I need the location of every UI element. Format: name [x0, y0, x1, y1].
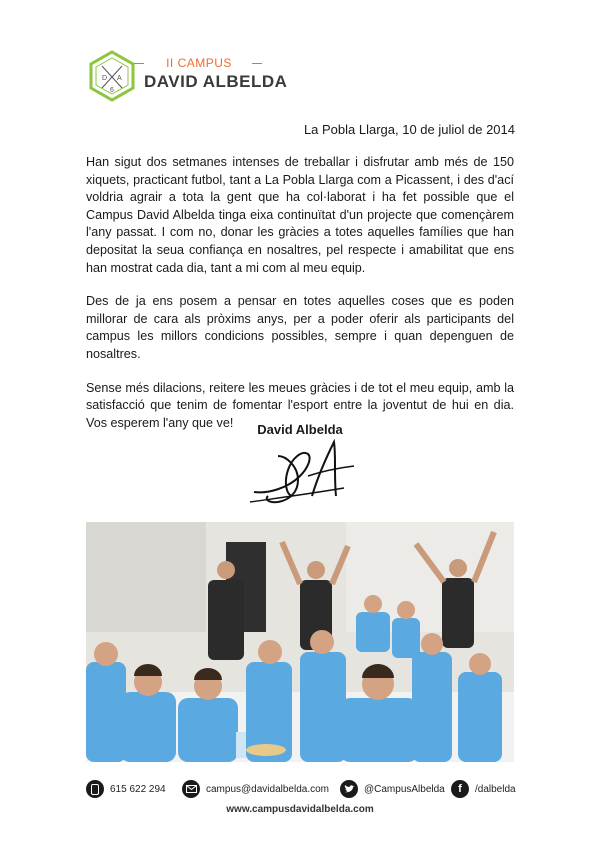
crest-number: 6	[110, 87, 114, 94]
twitter-handle[interactable]: @CampusAlbelda	[364, 783, 445, 795]
crest-icon	[88, 50, 136, 102]
contact-twitter	[340, 778, 445, 800]
contact-facebook	[451, 778, 516, 800]
paragraph-1: Han sigut dos setmanes intenses de treballar i disfrutar amb més de 150 xiquets, practicant futbol, tant a La Pobla Llarga com a Picassent, i des d'ací voldria agrair a tota la gent que ha col·laborat i ha fet possible que el Campus David Albelda tinga eixa continuïtat d'un projecte que començàrem l'any passat. I com no, donar les gràcies a totes aquelles famílies que han depositat la seua confiança en nosaltres, pel respecte i amabilitat que ens han mostrat cada dia, tant a mi com al meu equip.	[86, 155, 514, 275]
signer-name: David Albelda	[257, 422, 343, 437]
website-link[interactable]: www.campusdavidalbelda.com	[226, 804, 374, 815]
paragraph-3: Sense més dilacions, reitere les meues gràcies i de tot el meu equip, amb la satisfacció que tenim de fomentar l'esport entre la joventut de hui en dia. Vos esperem l'any que ve!	[86, 380, 514, 430]
facebook-icon: f	[451, 780, 469, 798]
crest-letter-a: A	[117, 75, 122, 82]
logo-rule-right	[252, 63, 262, 64]
logo-edition: II CAMPUS	[166, 56, 232, 70]
campus-logo	[88, 50, 288, 102]
letter-date: La Pobla Llarga, 10 de juliol de 2014	[303, 122, 515, 137]
phone-icon	[86, 780, 104, 798]
contact-footer	[86, 778, 514, 800]
logo-title: DAVID ALBELDA	[144, 72, 288, 91]
letter-body	[86, 154, 514, 448]
crest-letter-d: D	[102, 75, 108, 82]
twitter-icon	[340, 780, 358, 798]
photo-illustration	[86, 522, 514, 762]
logo-rule-left	[134, 63, 144, 64]
contact-email	[182, 778, 329, 800]
phone-number: 615 622 294	[110, 783, 166, 795]
email-address[interactable]: campus@davidalbelda.com	[206, 783, 329, 795]
handwritten-signature	[248, 436, 358, 510]
paragraph-2: Des de ja ens posem a pensar en totes aquelles coses que es poden millorar de cara als pròxims anys, per a poder oferir als participants del campus les millors condicions possibles, sempre i quan depenguen de nosaltres.	[86, 294, 514, 361]
contact-phone	[86, 778, 166, 800]
email-icon	[182, 780, 200, 798]
campus-group-photo	[86, 522, 514, 762]
facebook-page[interactable]: /dalbelda	[475, 783, 516, 795]
